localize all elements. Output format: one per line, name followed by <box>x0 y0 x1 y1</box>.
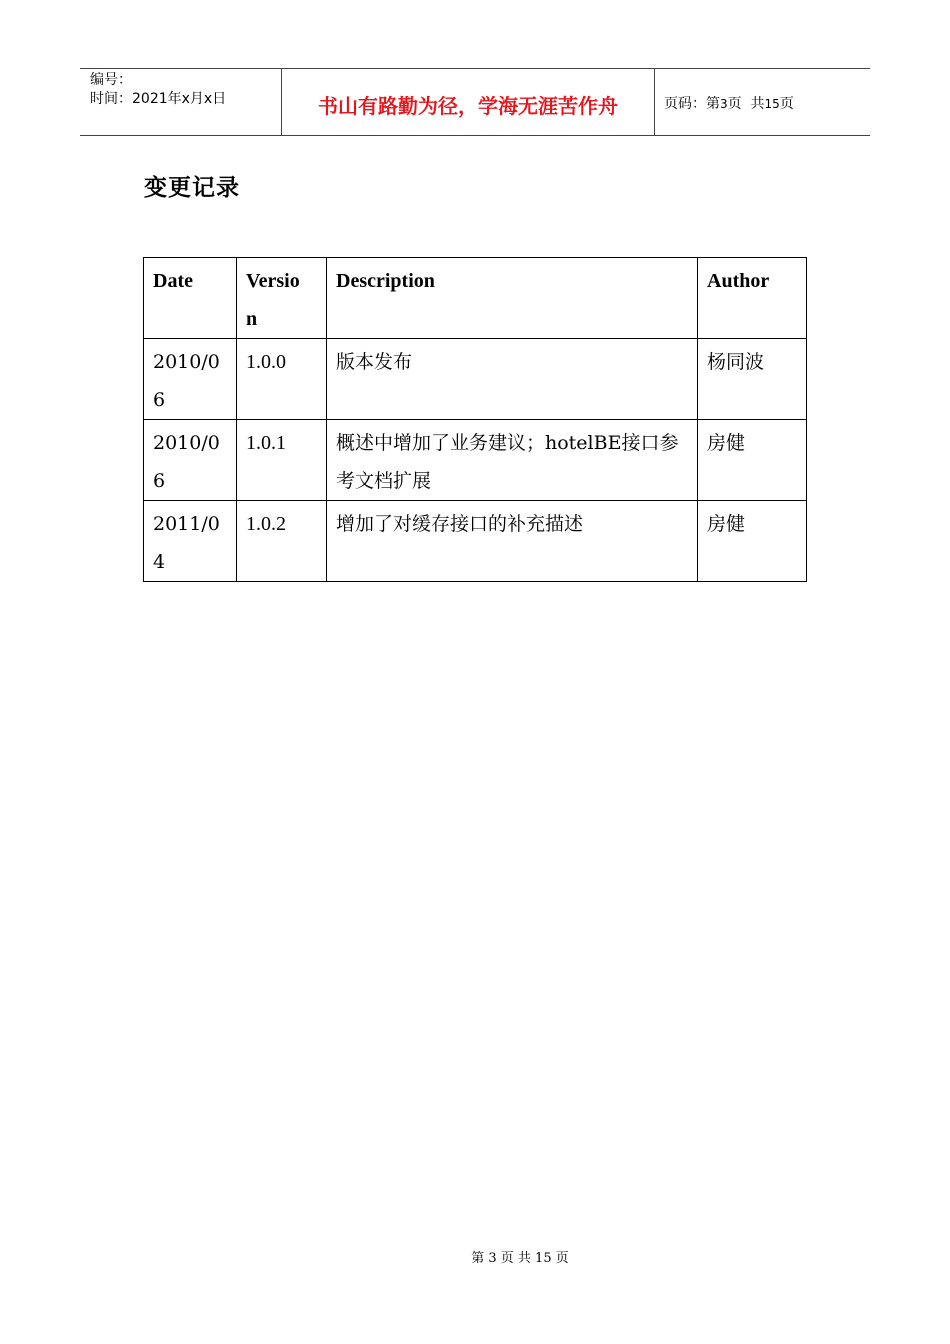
page-footer: 第 3 页 共 15 页 <box>471 1251 569 1266</box>
cell-description: 版本发布 <box>327 339 698 420</box>
table-row <box>144 420 807 501</box>
cell-version: 1.0.1 <box>237 420 327 501</box>
column-header-author: Author <box>698 258 807 339</box>
change-log-table <box>143 257 807 582</box>
header-motto: 书山有路勤为径，学海无涯苦作舟 <box>318 94 618 118</box>
section-title: 变更记录 <box>144 175 240 201</box>
cell-author: 房健 <box>698 501 807 582</box>
page-mid: 页 共 <box>727 96 765 112</box>
column-header-date: Date <box>144 258 237 339</box>
header-top-rule <box>80 68 870 69</box>
column-header-description: Description <box>327 258 698 339</box>
cell-version: 1.0.0 <box>237 339 327 420</box>
cell-author: 房健 <box>698 420 807 501</box>
table-row <box>144 501 807 582</box>
page-prefix: 页码：第 <box>664 96 720 112</box>
page-total: 15 <box>764 97 780 111</box>
header-info <box>90 71 226 109</box>
cell-description: 增加了对缓存接口的补充描述 <box>327 501 698 582</box>
time-label: 时间：2021年x月x日 <box>90 91 227 107</box>
table-header-row <box>144 258 807 339</box>
page-current: 3 <box>720 97 728 111</box>
table-row <box>144 339 807 420</box>
serial-label: 编号： <box>90 72 132 88</box>
header-divider-right <box>654 68 655 136</box>
cell-description: 概述中增加了业务建议；hotelBE接口参考文档扩展 <box>327 420 698 501</box>
cell-date: 2010/0 6 <box>144 420 237 501</box>
cell-date: 2010/0 6 <box>144 339 237 420</box>
cell-version: 1.0.2 <box>237 501 327 582</box>
page-suffix: 页 <box>779 96 794 112</box>
header-bottom-rule <box>80 135 870 136</box>
column-header-version: Versio n <box>237 258 327 339</box>
cell-author: 杨同波 <box>698 339 807 420</box>
header-page-number <box>664 93 794 113</box>
cell-date: 2011/0 4 <box>144 501 237 582</box>
